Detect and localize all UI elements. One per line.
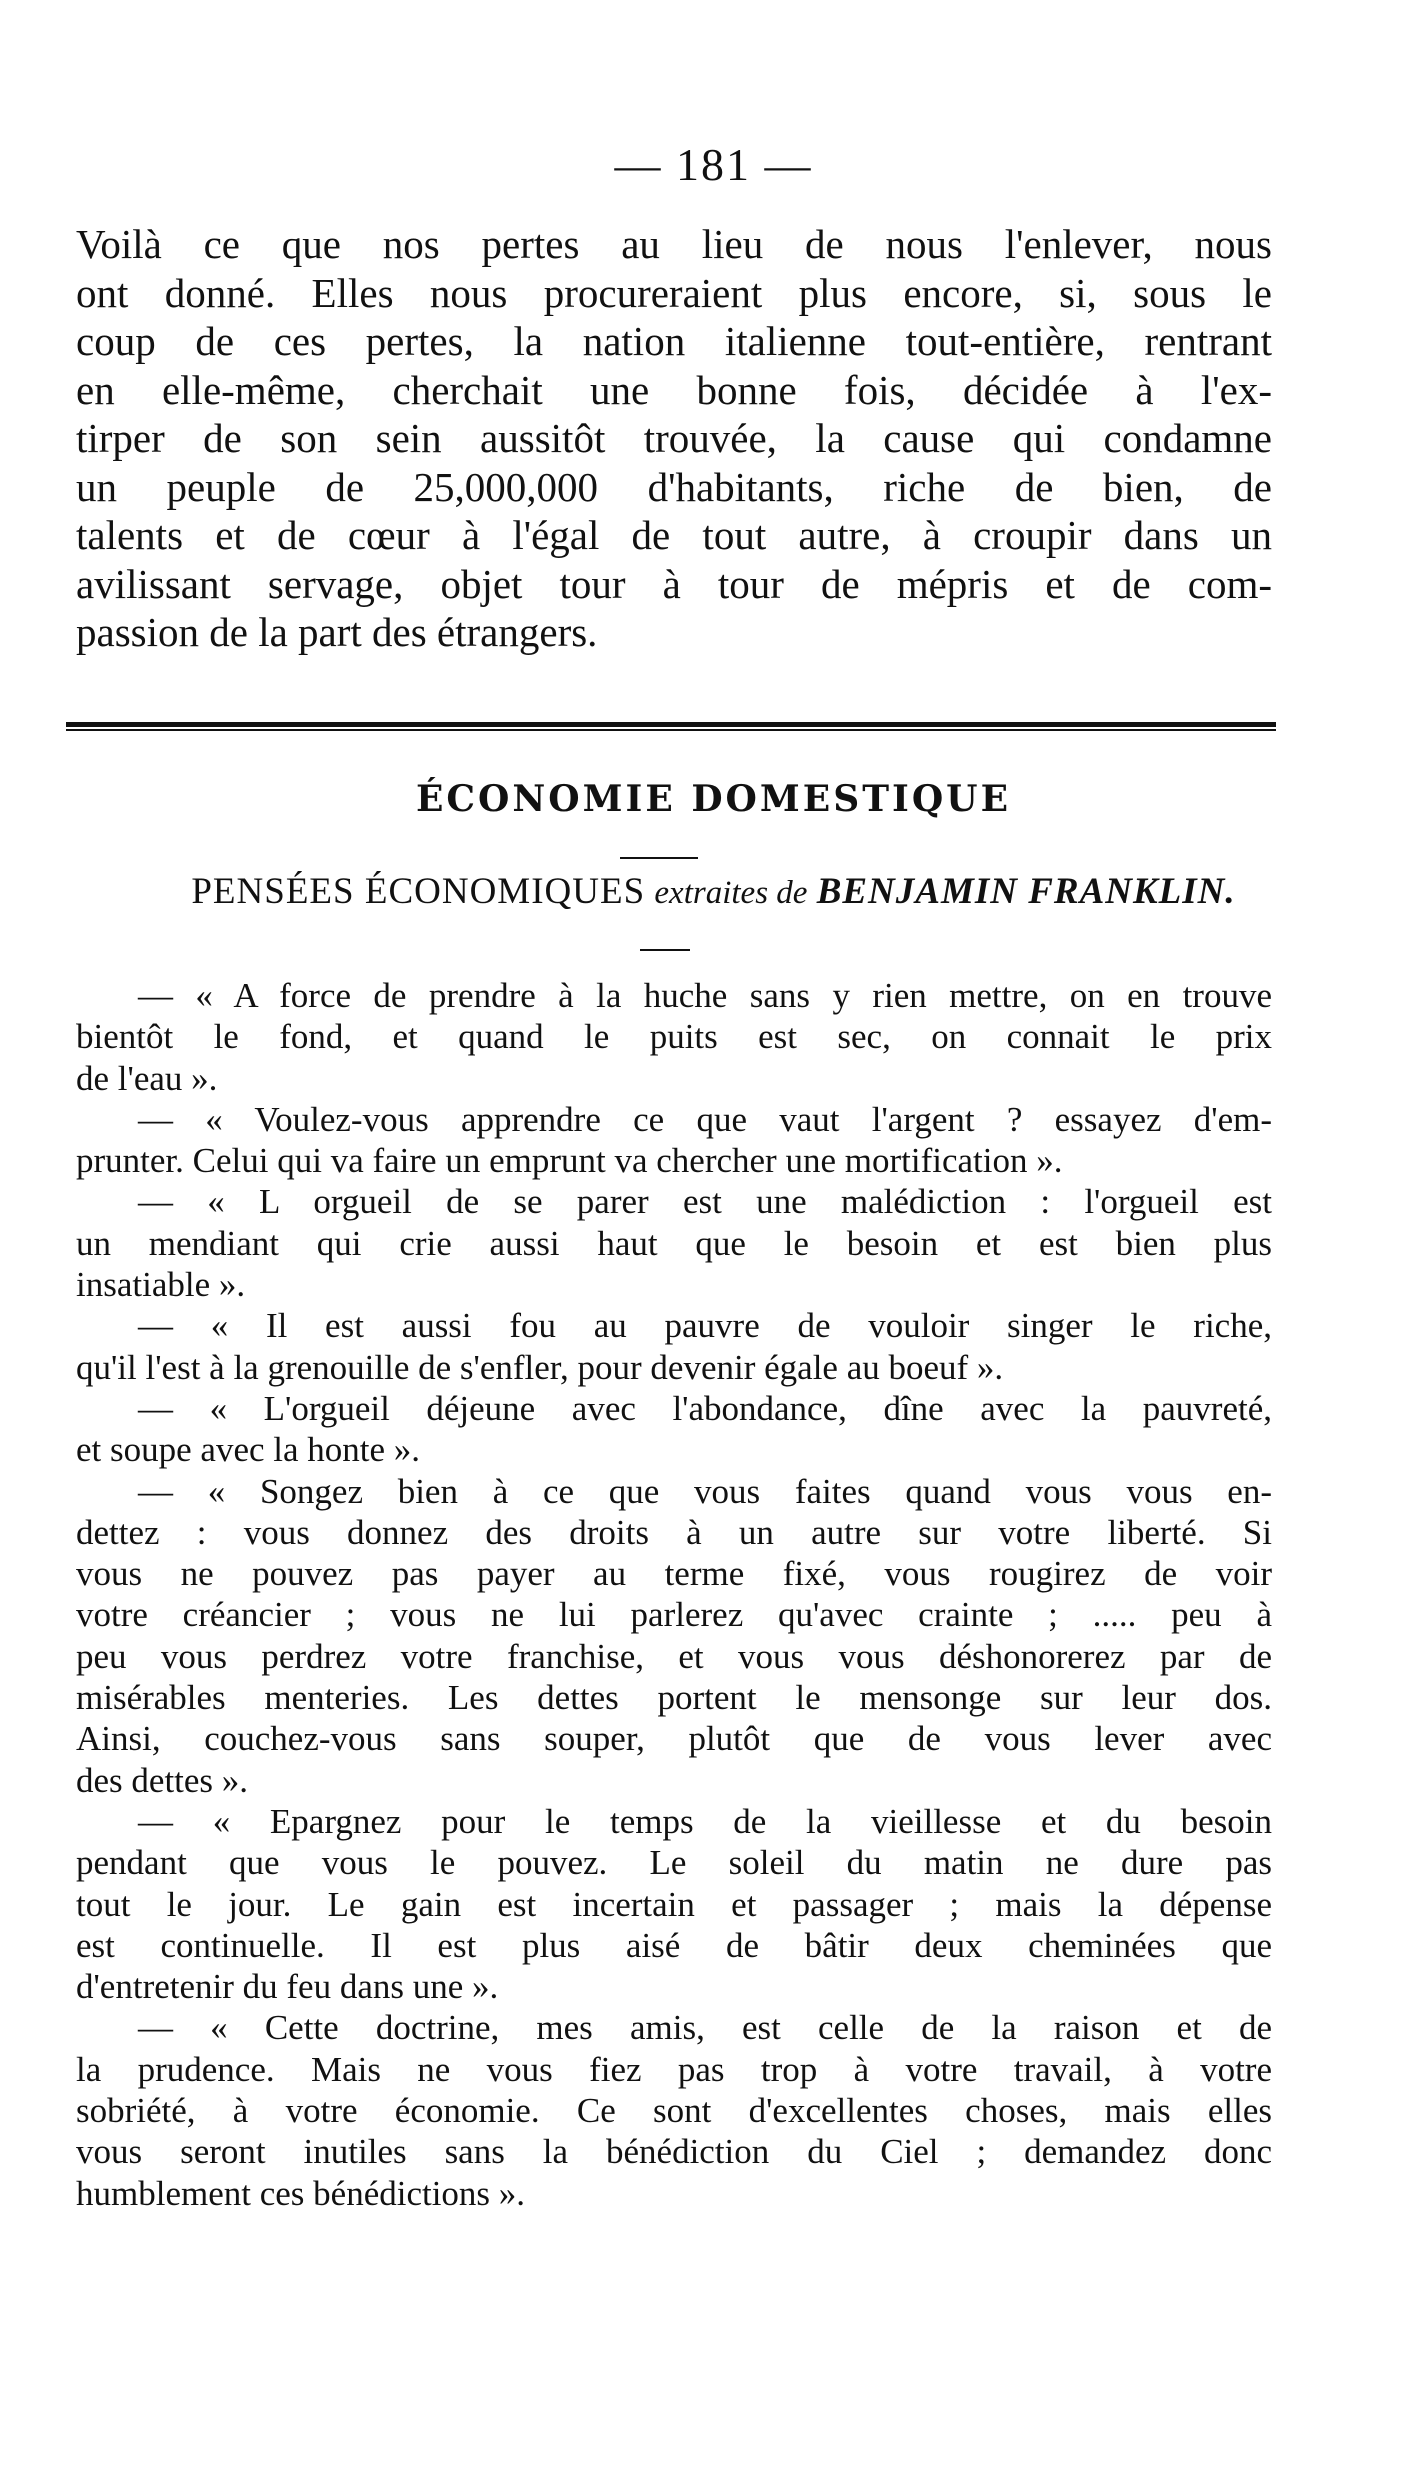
text-line: talents et de cœur à l'égal de tout autre, à croupir dans un xyxy=(76,512,1272,558)
quote-line: humblement ces bénédictions ». xyxy=(76,2173,526,2213)
quote-line: pendant que vous le pouvez. Le soleil du matin ne dure pas xyxy=(76,1843,1272,1883)
quote-line: est continuelle. Il est plus aisé de bâtir deux cheminées que xyxy=(76,1925,1272,1965)
quote-line: — « Songez bien à ce que vous faites quand vous vous en- xyxy=(138,1471,1272,1511)
quote-line: — « Voulez-vous apprendre ce que vaut l'argent ? essayez d'em- xyxy=(138,1099,1272,1139)
quote-line: peu vous perdrez votre franchise, et vous vous déshonorerez par de xyxy=(76,1636,1272,1676)
text-line: passion de la part des étrangers. xyxy=(76,609,598,655)
subtitle xyxy=(0,870,1427,913)
quote-line: insatiable ». xyxy=(76,1265,246,1305)
text-line: un peuple de 25,000,000 d'habitants, riche de bien, de xyxy=(76,463,1272,510)
subtitle-rule xyxy=(640,949,690,951)
section-title: ÉCONOMIE DOMESTIQUE xyxy=(415,778,1012,820)
separator-thin-line xyxy=(66,729,1276,731)
section-separator xyxy=(66,722,1276,732)
quote-line: — « Cette doctrine, mes amis, est celle de la raison et de xyxy=(138,2008,1272,2048)
quote-line: de l'eau ». xyxy=(76,1058,218,1098)
subtitle-author: BENJAMIN FRANKLIN. xyxy=(816,871,1236,912)
intro-paragraph xyxy=(76,220,1272,657)
text-line: ont donné. Elles nous procureraient plus encore, si, sous le xyxy=(76,269,1272,316)
text-line: en elle-même, cherchait une bonne fois, décidée à l'ex- xyxy=(76,366,1272,413)
quote-line: la prudence. Mais ne vous fiez pas trop à votre travail, à votre xyxy=(76,2049,1272,2089)
title-rule xyxy=(620,857,698,859)
quote-line: prunter. Celui qui va faire un emprunt va chercher une mortification ». xyxy=(76,1141,1063,1181)
quote-line: des dettes ». xyxy=(76,1760,249,1800)
quote-line: d'entretenir du feu dans une ». xyxy=(76,1967,499,2007)
separator-thick-line xyxy=(66,722,1276,727)
quote-line: — « A force de prendre à la huche sans y rien mettre, on en trouve xyxy=(138,976,1272,1015)
quote-line: un mendiant qui crie aussi haut que le besoin et est bien plus xyxy=(76,1223,1272,1263)
quote-line: misérables menteries. Les dettes portent le mensonge sur leur dos. xyxy=(76,1678,1272,1718)
quote-line: bientôt le fond, et quand le puits est sec, on connait le prix xyxy=(76,1017,1272,1057)
quote-line: vous ne pouvez pas payer au terme fixé, vous rougirez de voir xyxy=(76,1554,1272,1594)
quote-line: vous seront inutiles sans la bénédiction du Ciel ; demandez donc xyxy=(76,2132,1272,2172)
text-line: Voilà ce que nos pertes au lieu de nous l'enlever, nous xyxy=(76,221,1272,267)
quote-line: votre créancier ; vous ne lui parlerez qu'avec crainte ; ..... peu à xyxy=(76,1595,1272,1635)
text-line: coup de ces pertes, la nation italienne tout-entière, rentrant xyxy=(76,318,1272,364)
quote-line: — « Il est aussi fou au pauvre de vouloir singer le riche, xyxy=(138,1306,1272,1346)
quote-line: et soupe avec la honte ». xyxy=(76,1430,421,1470)
text-line: avilissant servage, objet tour à tour de mépris et de com- xyxy=(76,560,1272,607)
quote-line: Ainsi, couchez-vous sans souper, plutôt que de vous lever avec xyxy=(76,1719,1272,1759)
quote-line: — « Epargnez pour le temps de la vieillesse et du besoin xyxy=(138,1801,1272,1841)
quote-line: tout le jour. Le gain est incertain et passager ; mais la dépense xyxy=(76,1884,1272,1924)
quote-line: sobriété, à votre économie. Ce sont d'excellentes choses, mais elles xyxy=(76,2091,1272,2131)
subtitle-connector: extraites de xyxy=(654,875,808,911)
quotes-section xyxy=(76,975,1272,2214)
subtitle-main: PENSÉES ÉCONOMIQUES xyxy=(191,871,646,912)
page-number: — 181 — xyxy=(614,139,813,190)
quote-line: dettez : vous donnez des droits à un autre sur votre liberté. Si xyxy=(76,1512,1272,1552)
quote-line: — « L'orgueil déjeune avec l'abondance, dîne avec la pauvreté, xyxy=(138,1388,1272,1428)
quote-line: qu'il l'est à la grenouille de s'enfler, pour devenir égale au boeuf ». xyxy=(76,1347,1004,1387)
text-line: tirper de son sein aussitôt trouvée, la cause qui condamne xyxy=(76,415,1272,461)
quote-line: — « L orgueil de se parer est une malédiction : l'orgueil est xyxy=(138,1182,1272,1222)
